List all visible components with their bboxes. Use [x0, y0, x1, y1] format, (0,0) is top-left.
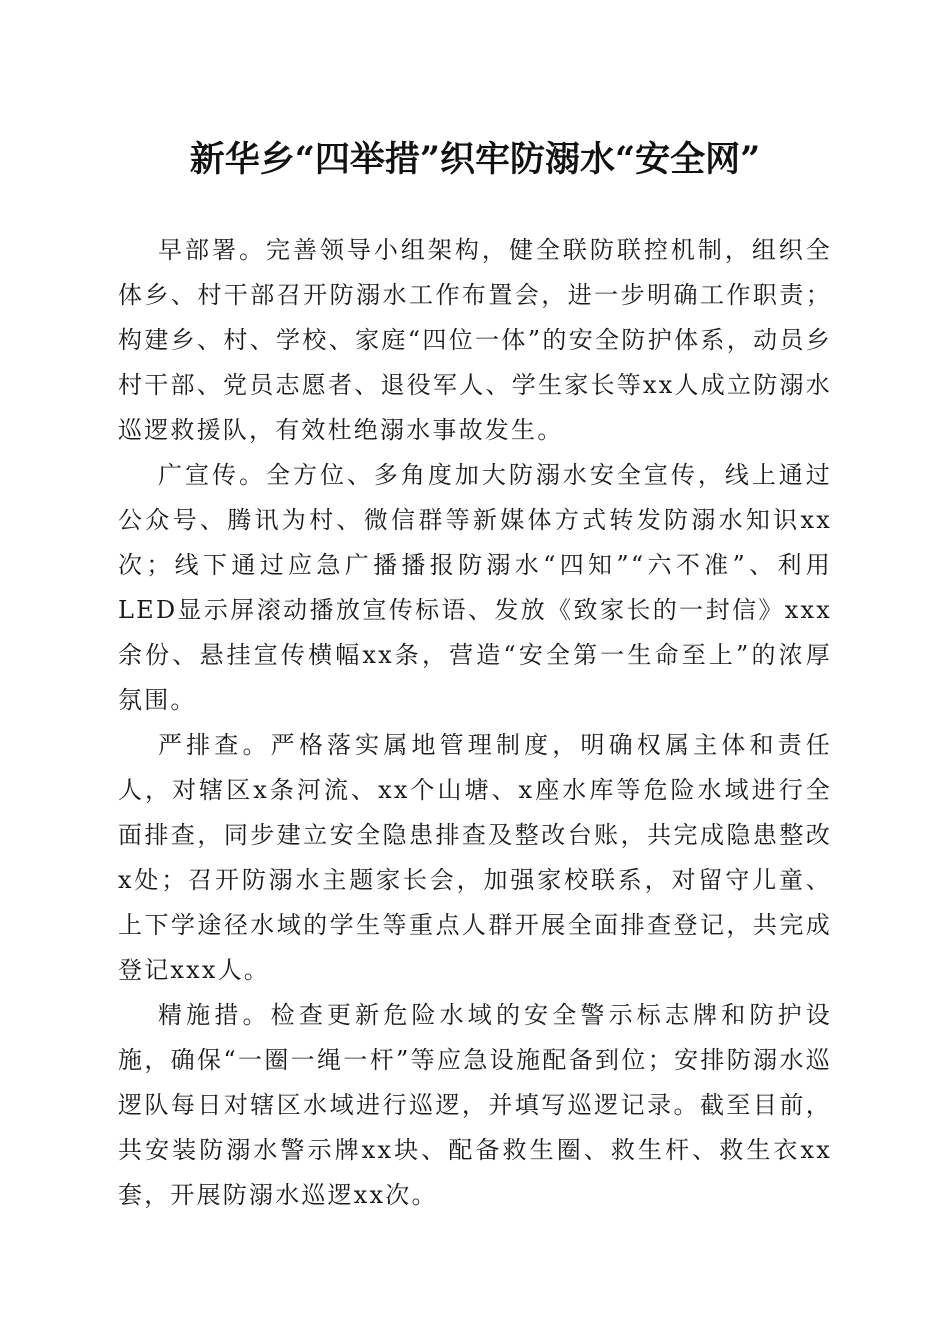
document-title: 新华乡“四举措”织牢防溺水“安全网”	[189, 139, 761, 180]
paragraph-early-deployment: 早部署。完善领导小组架构，健全联防联控机制，组织全体乡、村干部召开防溺水工作布置会，进一步明确工作职责；构建乡、村、学校、家庭“四位一体”的安全防护体系，动员乡村干部、党员志愿者、退役军人、学生家长等xx人成立防溺水巡逻救援队，有效杜绝溺水事故发生。	[118, 236, 832, 444]
document-body	[118, 228, 832, 1218]
paragraph-measures: 精施措。检查更新危险水域的安全警示标志牌和防护设施，确保“一圈一绳一杆”等应急设施配备到位；安排防溺水巡逻队每日对辖区水域进行巡逻，并填写巡逻记录。截至目前，共安装防溺水警示牌xx块、配备救生圈、救生杆、救生衣xx套，开展防溺水巡逻xx次。	[118, 1001, 832, 1209]
paragraph-publicity: 广宣传。全方位、多角度加大防溺水安全宣传，线上通过公众号、腾讯为村、微信群等新媒体方式转发防溺水知识xx次；线下通过应急广播播报防溺水“四知”“六不准”、利用LED显示屏滚动播放宣传标语、发放《致家长的一封信》xxx余份、悬挂宣传横幅xx条，营造“安全第一生命至上”的浓厚氛围。	[118, 461, 832, 714]
paragraph-inspection: 严排查。严格落实属地管理制度，明确权属主体和责任人，对辖区x条河流、xx个山塘、x座水库等危险水域进行全面排查，同步建立安全隐患排查及整改台账，共完成隐患整改x处；召开防溺水主题家长会，加强家校联系，对留守儿童、上下学途径水域的学生等重点人群开展全面排查登记，共完成登记xxx人。	[118, 731, 832, 984]
